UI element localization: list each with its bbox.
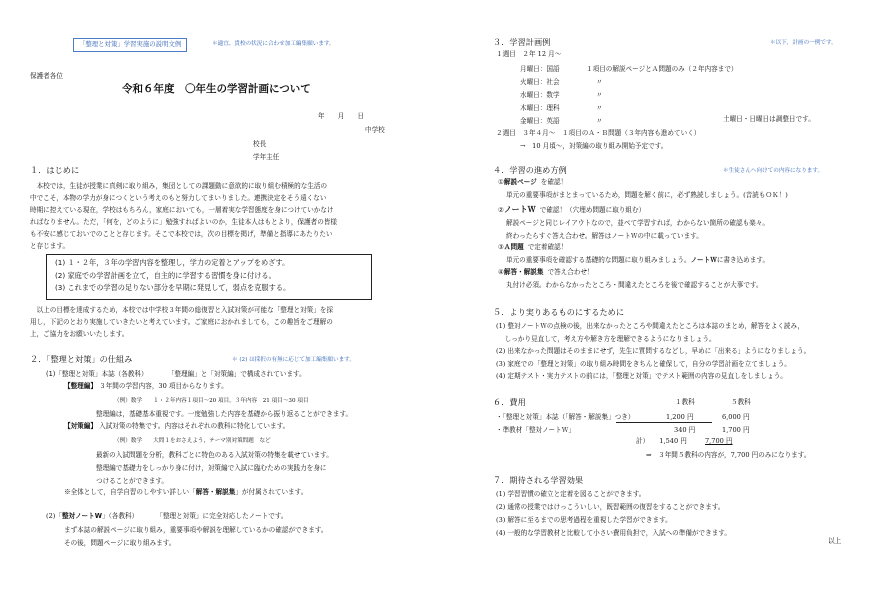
section-2-heading: ２．「整理と対策」の仕組み (30, 354, 133, 364)
taisaku-line: 【対策編】 入試対策の特集です。内容はそれぞれの教科に特化しています。 (64, 422, 290, 430)
section-1-heading: １．はじめに (30, 165, 80, 175)
schedule-row: 木曜日：理科 〃 (520, 104, 603, 112)
cost-column-five: ５教科 (731, 398, 751, 406)
section-5-list (496, 320, 810, 383)
page-title: 令和６年度 〇年生の学習計画について (122, 83, 311, 95)
cost-total-row: 計） 1,540 円 7,700 円 (636, 437, 733, 445)
list-item: (4) 定期テスト・実力テストの前には，「整理と対策」でテスト範囲の内容の見直しをしましょう。 (496, 372, 787, 381)
notebook-description: まず本誌の解説ページに取り組み，重要事項や解説を理解しているかの確認ができます。 その後，問題ページに取り組みます。 (64, 526, 328, 547)
list-item: しっかり見直して，考え方や解き方を理解できるようになりましょう。 (496, 334, 716, 343)
seiri-line: 【整理編】 ３年間の学習内容，30 項目からなります。 (64, 382, 228, 390)
step-3-detail: 単元の重要事項を確認する基礎的な問題に取り組みましょう。ノートＷに書き込めます。 (506, 256, 770, 264)
overall-note: ※全体として，自学自習のしやすい詳しい「解答・解説集」が付属されています。 (64, 488, 308, 496)
list-item: (1) 学習習慣の確立と定着を図ることができます。 (496, 490, 646, 498)
list-item: (3) 解答に至るまでの思考過程を重視した学習ができます。 (496, 516, 672, 524)
schedule-row: 水曜日：数学 〃 (520, 91, 603, 99)
step-1: ①解説ページ を確認！ (498, 178, 568, 186)
goals-box (46, 254, 372, 300)
schedule-row: 月曜日：国語 １項目の解説ページとＡ問題のみ（２年内容まで） (520, 65, 738, 73)
goal-item: (1) １・２年，３年の学習内容を整理し，学力の定着とアップをめざす。 (55, 258, 290, 267)
section-3-heading: ３．学習計画例 (493, 37, 551, 47)
cost-summary: ⇒ ３年間５教科の内容が，7,700 円のみになります。 (646, 451, 811, 459)
table-row: ・「整理と対策」本誌（「解答・解説集」つき） 1,200 円 6,000 円 (496, 413, 750, 421)
taisaku-example: （例）数学 大問１をおさえよう，テーマ別対策問題 など (114, 438, 271, 444)
closing-mark: 以上 (828, 537, 842, 545)
table-row: ・準教材「整対ノートＷ」 340 円 1,700 円 (496, 426, 750, 434)
list-item: (1) 整対ノートＷの点検の後，出来なかったところや間違えたところは本誌のまとめ，解答をよく読み， (496, 322, 805, 330)
week-1: １週目 ２年 12 月〜 (496, 50, 562, 58)
main-book-line: (1)「整理と対策」本誌（各教科） 「整理編」と「対策編」で構成されています。 (46, 370, 306, 378)
addressee: 保護者各位 (30, 72, 63, 80)
section-6-heading: ６．費用 (493, 397, 526, 407)
step-4-detail: 丸付け必須。わからなかったところ・間違えたところを後で確認することが大事です。 (506, 281, 763, 289)
date-line: 年 月 日 (318, 112, 365, 120)
document-type-tag: 「整理と対策」学習実施の説明文例 (73, 38, 187, 52)
schedule-row: 火曜日：社会 〃 (520, 78, 603, 86)
weekend-note: 土曜日・日曜日は調整日です。 (723, 115, 815, 123)
cost-divider (616, 422, 712, 423)
section-4-note: ＊生徒さんへ向けての内容になります。 (723, 168, 824, 174)
notebook-line: (2)「整対ノートW」（各教科） 「整理と対策」に完全対応したノートです。 (46, 512, 288, 520)
step-4: ④解答・解説集 で答え合わせ！ (498, 268, 594, 276)
section-5-heading: ５．より実りあるものにするために (493, 307, 625, 317)
step-3: ③Ａ問題 で定着確認！ (498, 243, 568, 251)
step-2: ②ノートＷ で確認！（穴埋め問題に取り組む） (498, 205, 646, 214)
list-item: (4) 一般的な学習教材と比較して小さい費用負担で，入試への準備ができます。 (496, 529, 731, 537)
school-name: 中学校 (365, 126, 385, 134)
taisaku-description: 最新の入試問題を分析，教科ごとに特色のある入試対策の特集を載せています。 整理編で基礎力をしっかり身に付け，対策編で入試に臨むための実践力を身に つけることができます。 (96, 451, 333, 485)
goal-item: (3) これまでの学習の足りない部分を早期に発見して，弱点を克服する。 (55, 283, 291, 292)
section-7-list (496, 488, 731, 540)
goal-item: (2) 家庭での学習計画を立て，自主的に学習する習慣を身に付ける。 (55, 270, 276, 280)
list-item: (2) 通常の授業ではけっこういしい，既習範囲の復習をすることができます。 (496, 503, 725, 511)
weekly-schedule (520, 63, 738, 128)
cost-column-one: １教科 (675, 398, 695, 406)
schedule-row: 金曜日：英語 〃 (520, 117, 603, 125)
section-2-note: ＊ (2) は採択の有無に応じて加工編集願います。 (232, 357, 355, 363)
section-3-note: ＊以下，計画の一例です。 (770, 40, 837, 46)
step-2-detail: 解説ページと同じレイアウトなので，並べて学習すれば，わからない箇所の確認も楽々。 終わったらすぐ答え合わせ。解答はノートＷの中に載っています。 (506, 219, 769, 240)
implementation-paragraph: 以上の目標を達成するため，本校では中学校３年間の総復習と入試対策が可能な「整理と対策」を採 用し，下記のとおり実施していきたいと考えています。ご家庭におかれましても，この趣旨をご理解の 上，ご協力をお願いいたします。 (30, 306, 334, 338)
seiri-example: （例）数学 １・２年内容１項目〜20 項目，３年内容 21 項目〜30 項目 (114, 398, 309, 404)
section-7-heading: ７．期待される学習効果 (493, 475, 584, 485)
edit-note: ＊適宜、貴校の状況に合わせ加工編集願います。 (212, 41, 335, 47)
list-item: (2) 出来なかった問題はそのままにせず，先生に質問するなどし，早めに「出来る」ようになりましょう。 (496, 347, 811, 356)
section-4-heading: ４．学習の進め方例 (493, 165, 567, 175)
list-item: (3) 家庭での「整理と対策」の取り組み時間をきちんと確保して，自分の学習計画を立てましょう。 (496, 359, 791, 368)
seiri-description: 整理編は，基礎基本重視です。一度勉強した内容を基礎から振り返ることができます。 (96, 410, 353, 418)
intro-paragraph: 本校では，生徒が授業に真剣に取り組み，集団としての課題動に意欲的に取り組む積極的な生活の 中でこそ，本物の学力が身につくという考えのもと努力してまいりました。連携決定をそう遠くない 時期に控えている現在，学校はもちろん，家庭においても，一層着実な学習態度を身につけていかなけ ればなりません。ただ，「何を，どのように」勉強すればよいのか，生徒本人はもとより，保護者の皆様 も不安に感じておいでのことと存じます。そこで本校では，次の目標を掲げ，準備と指導にあたりたい と存じます。 (30, 182, 338, 250)
week-2-followup: → 10 月頃〜，対策編の取り組み開始予定です。 (520, 142, 668, 150)
grade-chief: 学年主任 (253, 153, 280, 161)
week-2: ２週目 ３年４月〜 １項目のＡ・Ｂ問題（３年内容も進めていく） (496, 129, 701, 137)
cost-table (496, 411, 756, 437)
principal: 校長 (253, 140, 267, 148)
right-page (440, 0, 879, 600)
step-1-detail: 単元の重要事項がまとまっているため，問題を解く前に，必ず熟読しましょう。(音読もＯＫ！) (506, 191, 788, 199)
